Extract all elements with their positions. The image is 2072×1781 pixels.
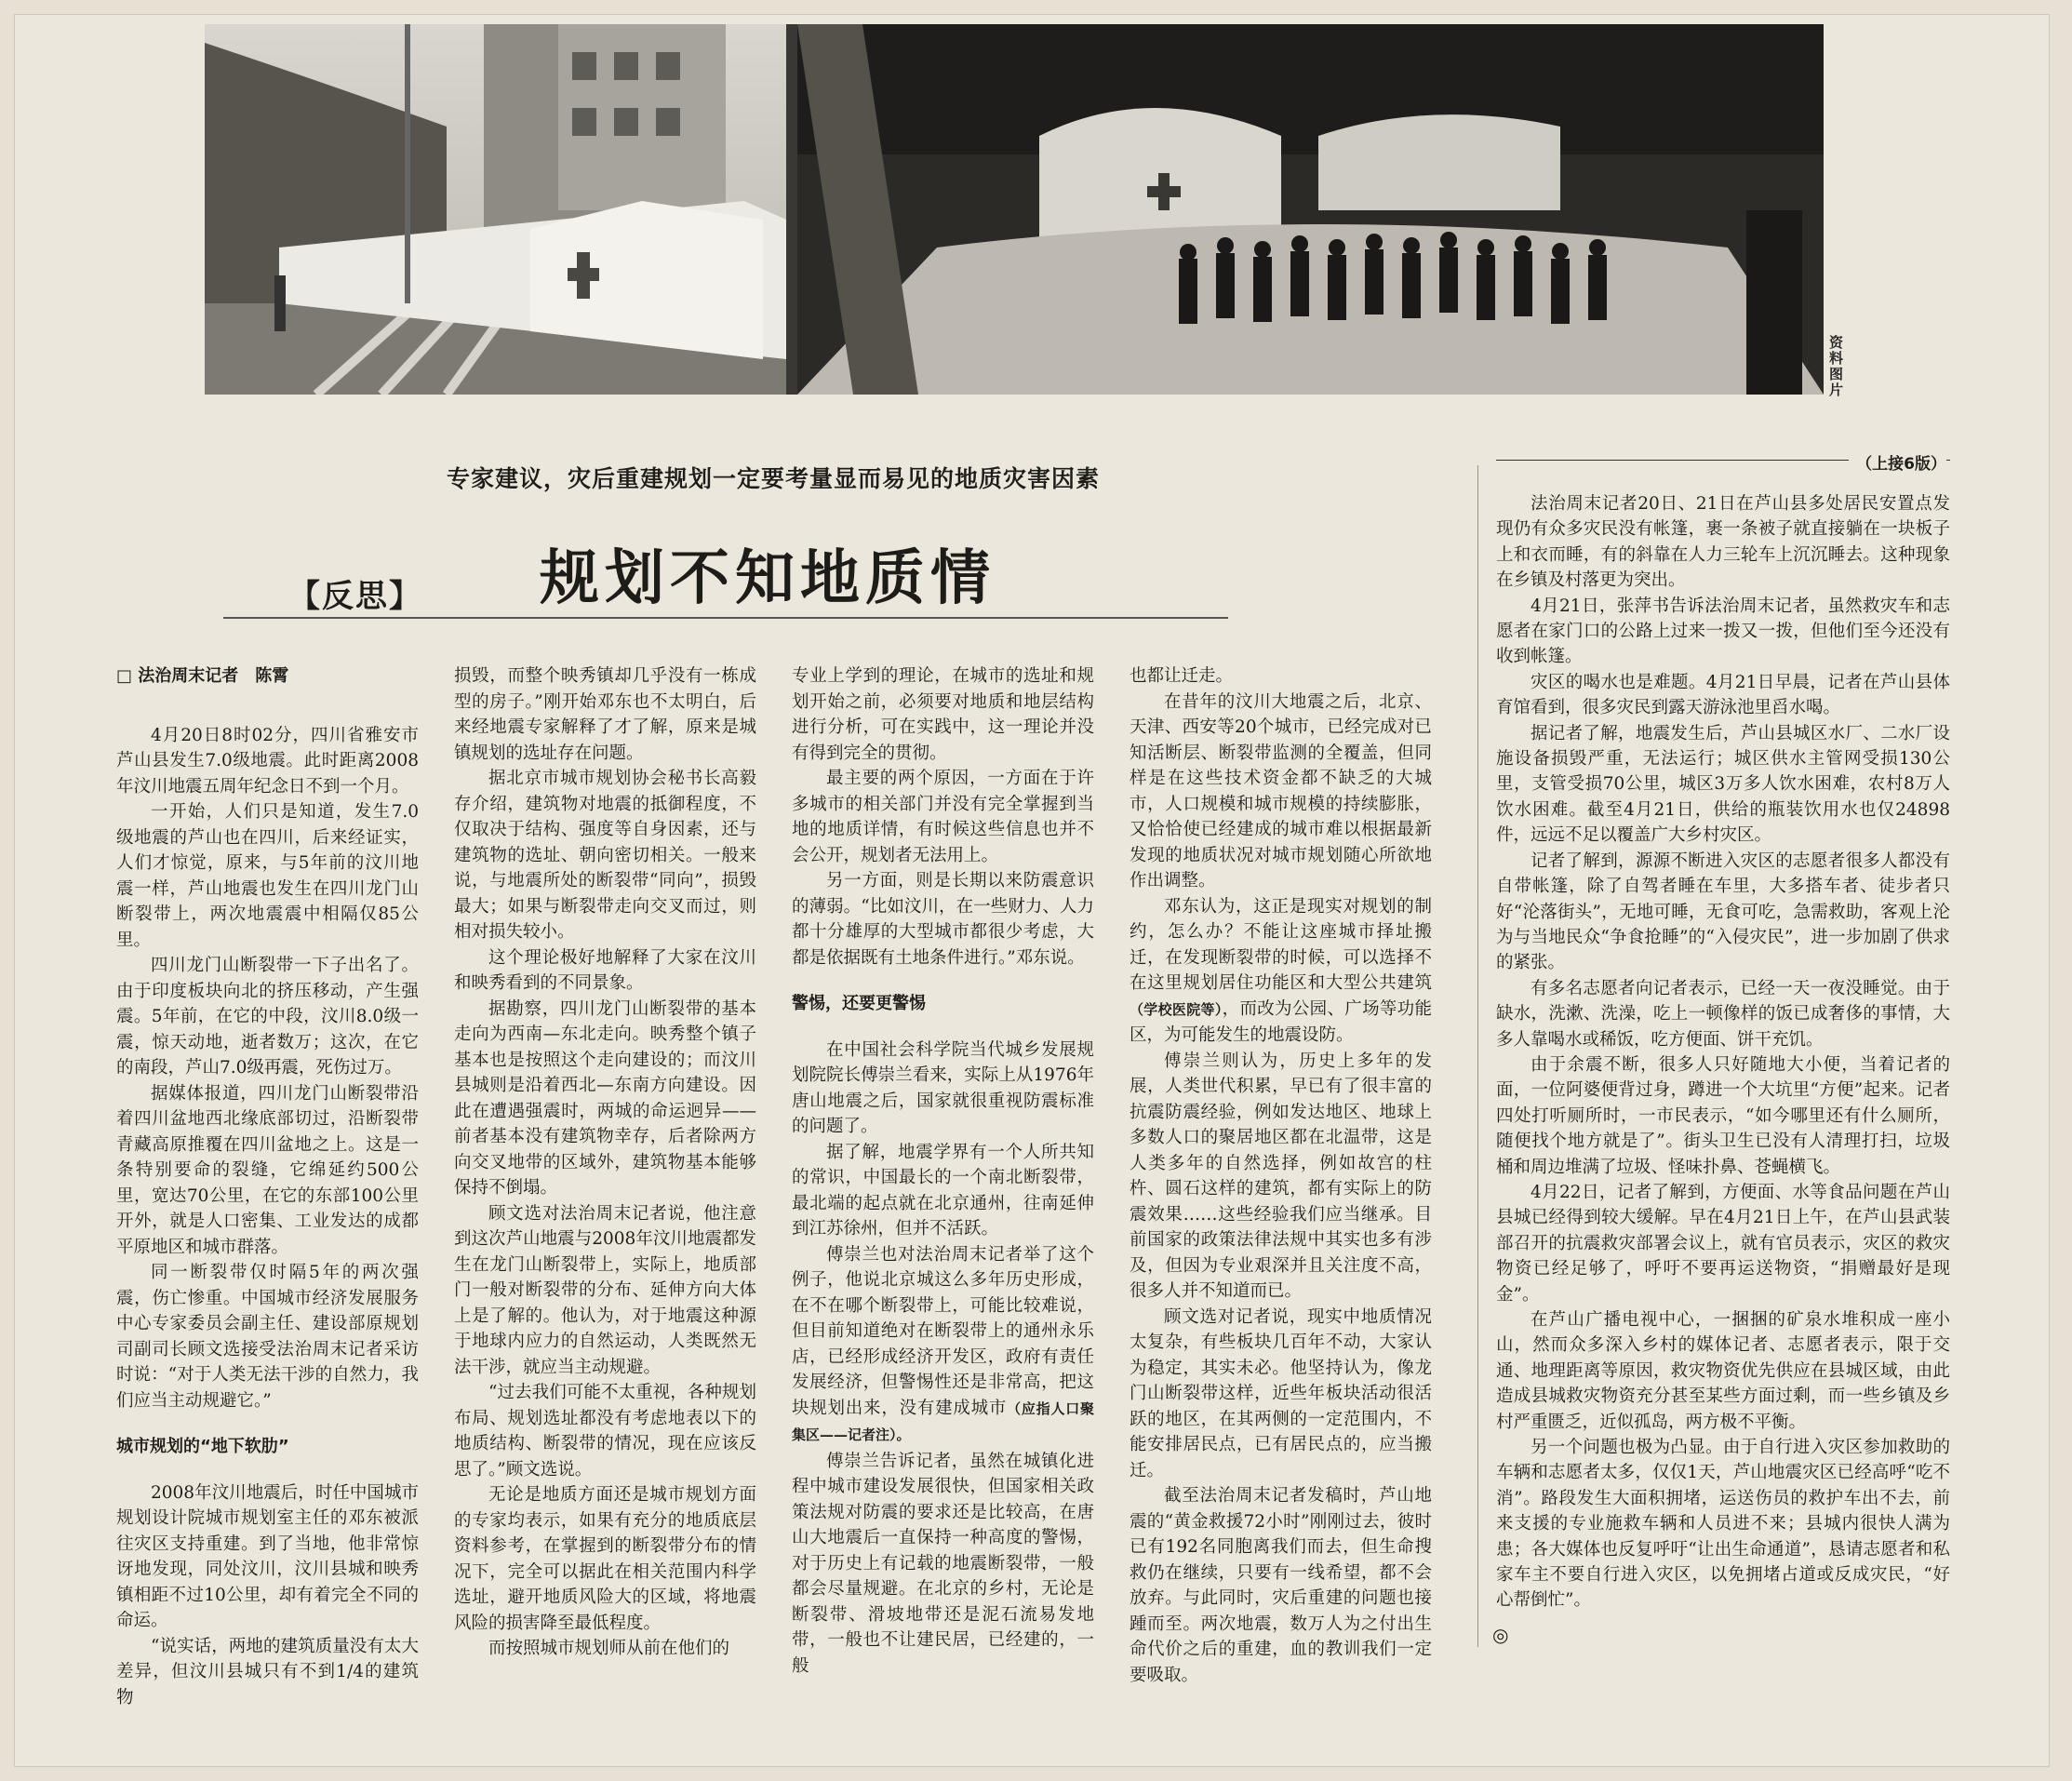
paragraph: 记者了解到，源源不断进入灾区的志愿者很多人都没有自带帐篷，除了自驾者睡在车里，大多搭车者、徒步者只好“沦落街头”，无地可睡，无食可吃，急需救助，客观上沦为与当地民众“争食抢睡”的“入侵灾民”，进一步加剧了供求的紧张。	[1496, 850, 1950, 973]
paragraph: 法治周末记者20日、21日在芦山县多处居民安置点发现仍有众多灾民没有帐篷，裹一条被子就直接躺在一块板子上和衣而睡，有的斜靠在人力三轮车上沉沉睡去。这种现象在乡镇及村落更为突出。	[1496, 494, 1950, 591]
paragraph: 据媒体报道，四川龙门山断裂带沿着四川盆地西北缘底部切过，沿断裂带青藏高原推覆在四川盆地之上。这是一条特别要命的裂缝，它绵延约500公里，宽达70公里，在它的东部100公里开外，就是人口密集、工业发达的成都平原地区和城市群落。	[116, 1083, 419, 1257]
paragraph: “过去我们可能不太重视，各种规划布局、规划选址都没有考虑地表以下的地质结构、断裂带的情况，现在应该反思了。”顾文选说。	[454, 1383, 756, 1480]
column-3	[792, 663, 1094, 1743]
paragraph: 最主要的两个原因，一方面在于许多城市的相关部门并没有完全掌握到当地的地质详情，有时候这些信息也并不会公开，规划者无法用上。	[792, 769, 1094, 865]
paragraph: 顾文选对法治周末记者说，他注意到这次芦山地震与2008年汶川地震都发生在龙门山断裂带上，实际上，地质部门一般对断裂带的分布、延伸方向大体上是了解的。他认为，对于地震这种源于地球内应力的自然运动，人类既然无法干涉，就应当主动规避。	[454, 1203, 756, 1377]
photo-credit: 资料图片	[1829, 334, 1844, 398]
column-2	[454, 663, 756, 1743]
paragraph: 一开始，人们只是知道，发生7.0级地震的芦山也在四川，后来经证实，人们才惊觉，原来，与5年前的汶川地震一样，芦山地震也发生在四川龙门山断裂带上，两次地震震中相隔仅85公里。	[116, 802, 419, 950]
section-kicker: 【反思】	[288, 578, 422, 615]
paragraph: 截至法治周末记者发稿时，芦山地震的“黄金救援72小时”刚刚过去，彼时已有192名同胞离我们而去，但生命搜救仍在继续，只要有一线希望，都不会放弃。与此同时，灾后重建的问题也接踵而至。两次地震，数万人为之付出生命代价之后的重建，血的教训我们一定要吸取。	[1130, 1486, 1432, 1685]
inline-note: （学校医院等）	[1130, 1000, 1223, 1018]
section-heading: 警惕，还要更警惕	[792, 994, 926, 1013]
paragraph	[1130, 894, 1432, 1049]
paragraph: 专业上学到的理论，在城市的选址和规划开始之前，必须要对地质和地层结构进行分析，可在实践中，这一理论并没有得到完全的贯彻。	[792, 666, 1094, 763]
paragraph: 2008年汶川地震后，时任中国城市规划设计院城市规划室主任的邓东被派往灾区支持重建。到了当地，他非常惊讶地发现，同处汶川，汶川县城和映秀镇相距不过10公里，却有着完全不同的命运。	[116, 1482, 419, 1630]
paragraph: 四川龙门山断裂带一下子出名了。由于印度板块向北的挤压移动，产生强震。5年前，在它的中段，汶川8.0级一震，惊天动地，逝者数万；这次，在它的南段，芦山7.0级再震，死伤过万。	[116, 956, 419, 1078]
paragraph: 同一断裂带仅时隔5年的两次强震，伤亡惨重。中国城市经济发展服务中心专家委员会副主任、建设部原规划司副司长顾文选接受法治周末记者采访时说：“对于人类无法干涉的自然力，我们应当主动规避它。”	[116, 1263, 419, 1411]
paragraph: 4月20日8时02分，四川省雅安市芦山县发生7.0级地震。此时距离2008年汶川地震五周年纪念日不到一个月。	[116, 725, 419, 797]
paragraph: 在芦山广播电视中心，一捆捆的矿泉水堆积成一座小山，然而众多深入乡村的媒体记者、志愿者表示，限于交通、地理距离等原因，救灾物资优先供应在县城区域，由此造成县城救灾物资充分甚至某些方面过剩，而一些乡镇及乡村严重匮乏，近似孤岛，两方极不平衡。	[1496, 1310, 1950, 1432]
paragraph: 在中国社会科学院当代城乡发展规划院院长傅崇兰看来，实际上从1976年唐山地震之后，国家就很重视防震标准的问题了。	[792, 1039, 1094, 1136]
paragraph: “说实话，两地的建筑质量没有太大差异，但汶川县城只有不到1/4的建筑物	[116, 1636, 419, 1707]
title-rule	[223, 617, 1228, 619]
paragraph: 灾区的喝水也是难题。4月21日早晨，记者在芦山县体育馆看到，很多灾民到露天游泳池里舀水喝。	[1496, 672, 1950, 718]
headline-block	[112, 461, 1451, 628]
paragraph: 无论是地质方面还是城市规划方面的专家均表示，如果有充分的地质底层资料参考，在掌握到的断裂带分布的情况下，完全可以据此在相关范围内科学选址，避开地质风险大的区域，将地震风险的损害降至最低程度。	[454, 1485, 756, 1633]
byline: □ 法治周末记者 陈霄	[116, 666, 289, 686]
paragraph: 据了解，地震学界有一个人所共知的常识，中国最长的一个南北断裂带，最北端的起点就在北京通州，往南延伸到江苏徐州，但并不活跃。	[792, 1142, 1094, 1239]
paragraph: 傅崇兰告诉记者，虽然在城镇化进程中城市建设发展很快，但国家相关政策法规对防震的要求还是比较高，在唐山大地震后一直保持一种高度的警惕，对于历史上有记载的地震断裂带，一般都会尽量规避。在北京的乡村，无论是断裂带、滑坡地带还是泥石流易发地带，一般也不让建民居，已经建的，一般	[792, 1451, 1094, 1676]
column-divider	[1477, 465, 1478, 1647]
paragraph: 4月21日，张萍书告诉法治周末记者，虽然救灾车和志愿者在家门口的公路上过来一拨又一拨，但他们至今还没有收到帐篷。	[1496, 596, 1950, 667]
paragraph: 这个理论极好地解释了大家在汶川和映秀看到的不同景象。	[454, 947, 756, 993]
paragraph: 有多名志愿者向记者表示，已经一天一夜没睡觉。由于缺水，洗漱、洗澡，吃上一顿像样的饭已成奢侈的事情，大多人靠喝水或稀饭，吃方便面、饼干充饥。	[1496, 978, 1950, 1050]
continued-article-body	[1496, 491, 1950, 1614]
paragraph: 也都让迁走。	[1130, 666, 1234, 686]
continued-article	[1496, 455, 1950, 1667]
paragraph-text: 邓东认为，这正是现实对规划的制约，怎么办？不能让这座城市择址搬迁，在发现断裂带的时候，可以选择不在这里规划居住功能区和大型公共建筑	[1130, 896, 1432, 993]
subheadline: 专家建议，灾后重建规划一定要考量显而易见的地质灾害因素	[447, 465, 1101, 492]
paragraph: 在昔年的汶川大地震之后，北京、天津、西安等20个城市，已经完成对已知活断层、断裂带监测的全覆盖，但同样是在这些技术资金都不缺乏的大城市，人口规模和城市规模的持续膨胀，又恰恰使已经建成的城市难以根据最新发现的地质状况对城市规划随心所欲地作出调整。	[1130, 691, 1432, 890]
article-title: 规划不知地质情	[540, 544, 996, 613]
continued-from-label: （上接6版）	[1849, 450, 1946, 474]
editor-note: （应指人口聚集区——记者注）。	[792, 1399, 1094, 1443]
end-mark-icon: ◎	[1492, 1624, 1509, 1646]
paragraph: 顾文选对记者说，现实中地质情况太复杂，有些板块几百年不动，大家认为稳定，其实未必。他坚持认为，像龙门山断裂带这样，近些年板块活动很活跃的地区，在其两侧的一定范围内，不能安排居民点，已有居民点的，应当搬迁。	[1130, 1306, 1432, 1480]
column-1	[116, 663, 419, 1743]
column-4	[1130, 663, 1432, 1743]
paragraph	[792, 1242, 1094, 1449]
paragraph-text: ，而改为公园、广场等功能区，为可能发生的地震设防。	[1130, 998, 1432, 1045]
paragraph: 据北京市城市规划协会秘书长高毅存介绍，建筑物对地震的抵御程度，不仅取决于结构、强度等自身因素，还与建筑物的选址、朝向密切相关。一般来说，与地震所处的断裂带“同向”，损毁最大；如果与断裂带走向交叉而过，则相对损失较小。	[454, 769, 756, 942]
paragraph: 损毁，而整个映秀镇却几乎没有一栋成型的房子。”刚开始邓东也不太明白，后来经地震专家解释了才了解，原来是城镇规划的选址存在问题。	[454, 666, 756, 763]
paragraph: 由于余震不断，很多人只好随地大小便，当着记者的面，一位阿婆便背过身，蹲进一个大坑里“方便”起来。记者四处打听厕所时，一市民表示，“如今哪里还有什么厕所，随便找个地方就是了”。街头卫生已没有人清理打扫，垃圾桶和周边堆满了垃圾、怪味扑鼻、苍蝇横飞。	[1496, 1054, 1950, 1177]
paragraph: 傅崇兰则认为，历史上多年的发展，人类世代积累，早已有了很丰富的抗震防震经验，例如发达地区、地球上多数人口的聚居地区都在北温带，这是人类多年的自然选择，例如故宫的柱杵、圆石这样的建筑，都有实际上的防震效果……这些经验我们应当继承。目前国家的政策法律法规中其实也多有涉及，但因为专业艰深并且关注度不高，很多人并不知道而已。	[1130, 1051, 1432, 1301]
tent-street-photo	[205, 24, 786, 395]
paragraph: 4月22日，记者了解到，方便面、水等食品问题在芦山县城已经得到较大缓解。早在4月21日上午，在芦山县武装部召开的抗震救灾部署会议上，就有官员表示，灾区的救灾物资已经足够了，呼吁不要再运送物资，“捐赠最好是现金”。	[1496, 1182, 1950, 1305]
paragraph: 据记者了解，地震发生后，芦山县城区水厂、二水厂设施设备损毁严重，无法运行；城区供水主管网受损130公里，支管受损70公里，城区3万多人饮水困难，农村8万人饮水困难。截至4月21日，供给的瓶装饮用水也仅24898件，远远不足以覆盖广大乡村灾区。	[1496, 723, 1950, 846]
paragraph-text: 傅崇兰也对法治周末记者举了这个例子，他说北京城这么多年历史形成，在不在哪个断裂带上，可能比较难说，但目前知道绝对在断裂带上的通州永乐店，已经形成经济开发区，政府有责任发展经济，但警惕性还是非常高，把这块规划出来，没有建成城市	[792, 1244, 1094, 1418]
paragraph: 而按照城市规划师从前在他们的	[488, 1639, 730, 1658]
paragraph: 另一方面，则是长期以来防震意识的薄弱。“比如汶川，在一些财力、人力都十分雄厚的大型城市都很少考虑，大都是依据既有土地条件进行。”邓东说。	[792, 871, 1094, 968]
crowd-night-photo	[797, 24, 1824, 395]
photo-strip	[205, 24, 1824, 395]
paragraph: 另一个问题也极为凸显。由于自行进入灾区参加救助的车辆和志愿者太多，仅仅1天，芦山地震灾区已经高呼“吃不消”。路段发生大面积拥堵，运送伤员的救护车出不去，前来支援的专业施救车辆和人员进不来；县城内很快人满为患；各大媒体也反复呼吁“让出生命通道”，恳请志愿者和私家车主不要自行进入灾区，以免拥堵占道或反成灾民，“好心帮倒忙”。	[1496, 1438, 1950, 1611]
section-heading: 城市规划的“地下软肋”	[116, 1437, 289, 1456]
paragraph: 据勘察，四川龙门山断裂带的基本走向为西南—东北走向。映秀整个镇子基本也是按照这个走向建设的；而汶川县城则是沿着西北—东南方向建设。因此在遭遇强震时，两城的命运迥异——前者基本没有建筑物幸存，后者除两方向交叉地带的区域外，建筑物基本能够保持不倒塌。	[454, 998, 756, 1198]
